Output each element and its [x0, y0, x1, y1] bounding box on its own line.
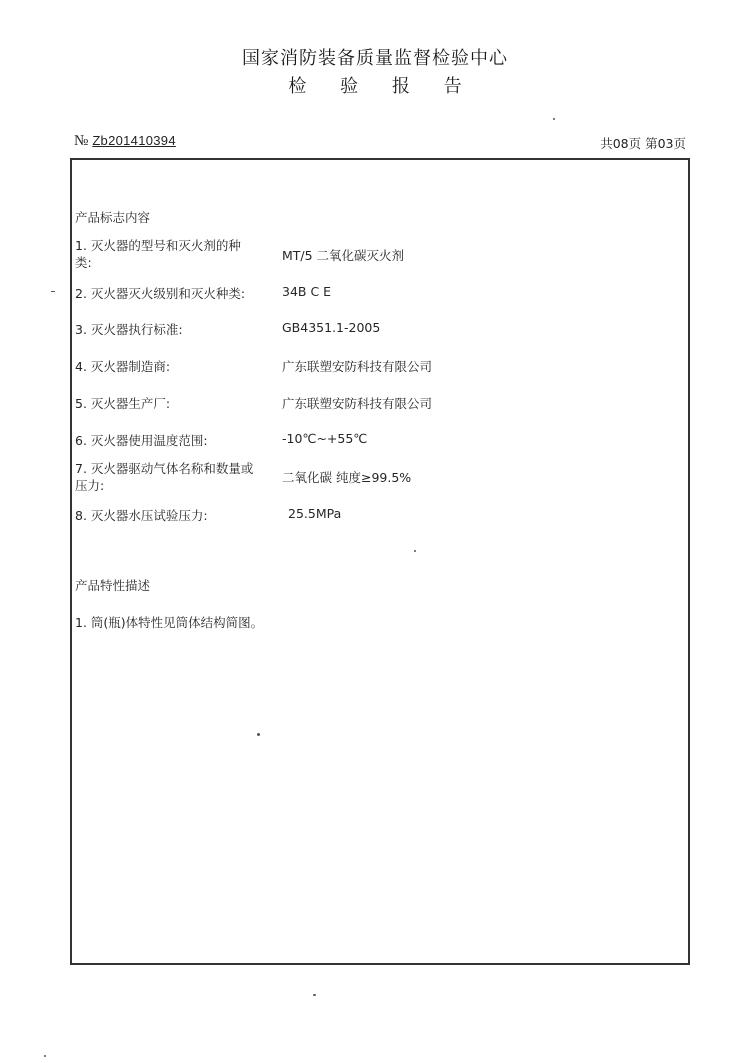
org-title: 国家消防装备质量监督检验中心 [242, 48, 508, 69]
number-symbol: № [74, 133, 89, 149]
item-4-value: 广东联塑安防科技有限公司 [282, 359, 433, 374]
item-8-value: 25.5MPa [288, 506, 342, 521]
item-6-value: -10℃~+55℃ [282, 431, 368, 446]
item-3-value: GB4351.1-2005 [282, 320, 381, 335]
item-1-label-line1: 1. 灭火器的型号和灭火剂的种 [75, 238, 241, 253]
item-7-value: 二氧化碳 纯度≥99.5% [282, 470, 412, 485]
scan-speck [51, 291, 55, 292]
item-3-label: 3. 灭火器执行标准: [75, 322, 183, 337]
item-2-label: 2. 灭火器灭火级别和灭火种类: [75, 286, 246, 301]
item-1-label [75, 237, 241, 271]
item-5-value: 广东联塑安防科技有限公司 [282, 396, 433, 411]
feature-item-1: 1. 筒(瓶)体特性见筒体结构简图。 [75, 615, 264, 630]
report-type-title: 检 验 报 告 [288, 76, 476, 97]
section-title-feature: 产品特性描述 [75, 578, 151, 593]
item-5-label: 5. 灭火器生产厂: [75, 396, 171, 411]
scan-speck [44, 1055, 46, 1057]
section-title-marking: 产品标志内容 [75, 210, 151, 225]
item-1-value: MT/5 二氧化碳灭火剂 [282, 248, 405, 263]
item-4-label: 4. 灭火器制造商: [75, 359, 171, 374]
item-6-label: 6. 灭火器使用温度范围: [75, 433, 208, 448]
item-2-value: 34B C E [282, 284, 332, 299]
report-number [74, 133, 176, 150]
scan-speck [313, 994, 316, 996]
item-1-label-line2: 类: [75, 255, 92, 270]
item-8-label: 8. 灭火器水压试验压力: [75, 508, 208, 523]
item-7-label-line2: 压力: [75, 478, 105, 493]
scan-speck [257, 733, 260, 736]
item-7-label-line1: 7. 灭火器驱动气体名称和数量或 [75, 461, 254, 476]
report-number-value: Zb201410394 [92, 133, 176, 148]
page-count: 共08页 第03页 [600, 136, 686, 151]
scan-speck [414, 550, 416, 552]
item-7-label [75, 460, 253, 494]
report-frame [70, 158, 690, 965]
scan-speck [553, 118, 555, 120]
